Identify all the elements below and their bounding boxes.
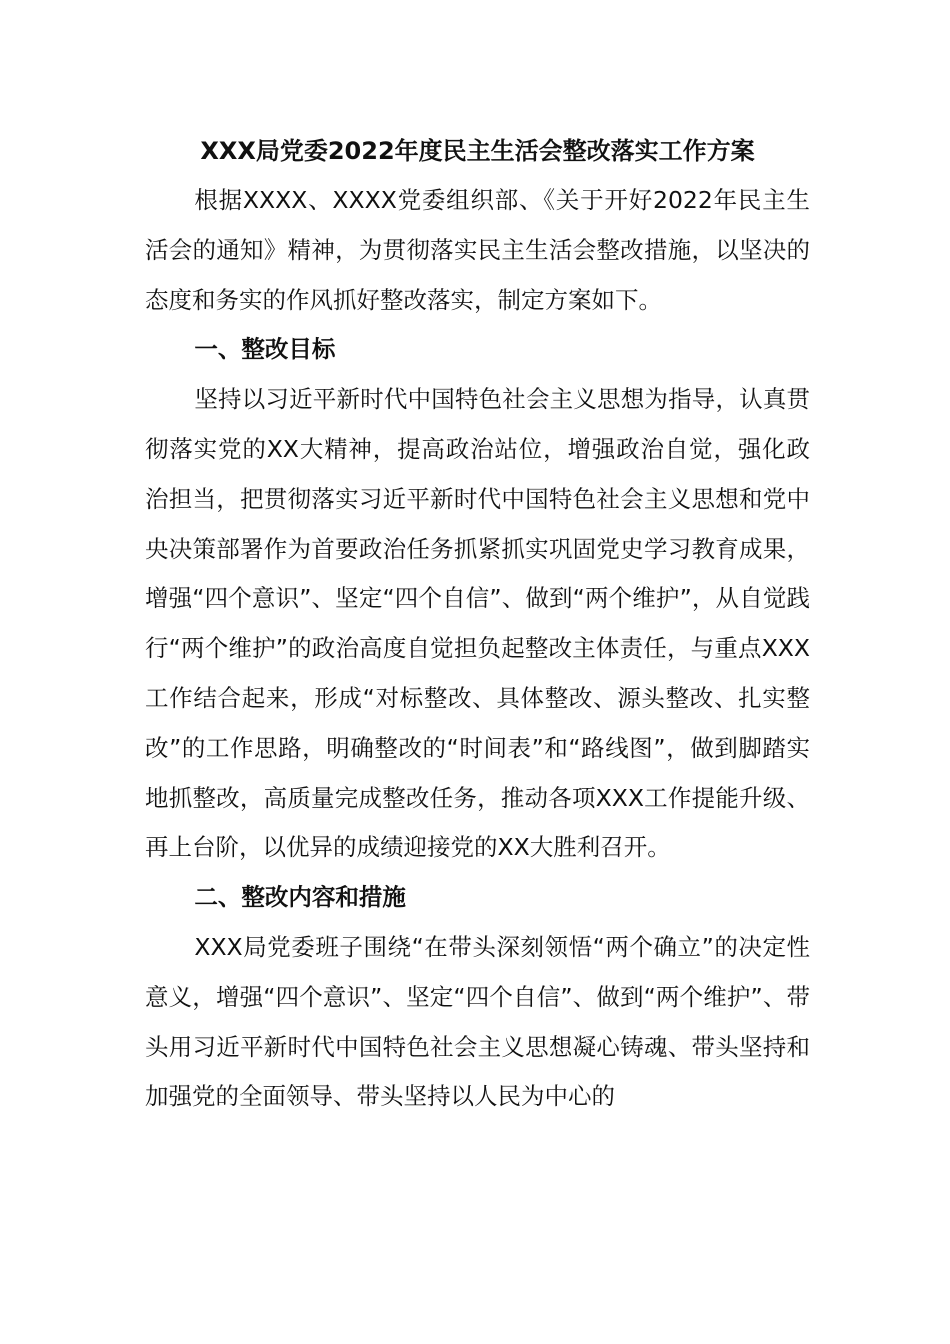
intro-paragraph: 根据XXXX、XXXX党委组织部、《关于开好2022年民主生活会的通知》精神，为贯彻落实民主生活会整改措施，以坚决的态度和务实的作风抓好整改落实，制定方案如下。 — [145, 186, 810, 314]
measures-paragraph: XXX局党委班子围绕“在带头深刻领悟“两个确立”的决定性意义，增强“四个意识”、坚定“四个自信”、做到“两个维护”、带头用习近平新时代中国特色社会主义思想凝心铸魂、带头坚持和加强党的全面领导、带头坚持以人民为中心的 — [145, 932, 810, 1111]
document-title: XXX局党委2022年度民主生活会整改落实工作方案 — [200, 137, 755, 165]
document-body — [145, 128, 810, 1122]
goals-paragraph: 坚持以习近平新时代中国特色社会主义思想为指导，认真贯彻落实党的XX大精神，提高政治站位，增强政治自觉，强化政治担当，把贯彻落实习近平新时代中国特色社会主义思想和党中央决策部署作为首要政治任务抓紧抓实巩固党史学习教育成果，增强“四个意识”、坚定“四个自信”、做到“两个维护”，从自觉践行“两个维护”的政治高度自觉担负起整改主体责任，与重点XXX工作结合起来，形成“对标整改、具体整改、源头整改、扎实整改”的工作思路，明确整改的“时间表”和“路线图”，做到脚踏实地抓整改，高质量完成整改任务，推动各项XXX工作提能升级、再上台阶，以优异的成绩迎接党的XX大胜利召开。 — [145, 385, 810, 862]
section-heading-goals: 一、整改目标 — [194, 335, 336, 364]
section-heading-measures: 二、整改内容和措施 — [194, 883, 406, 912]
